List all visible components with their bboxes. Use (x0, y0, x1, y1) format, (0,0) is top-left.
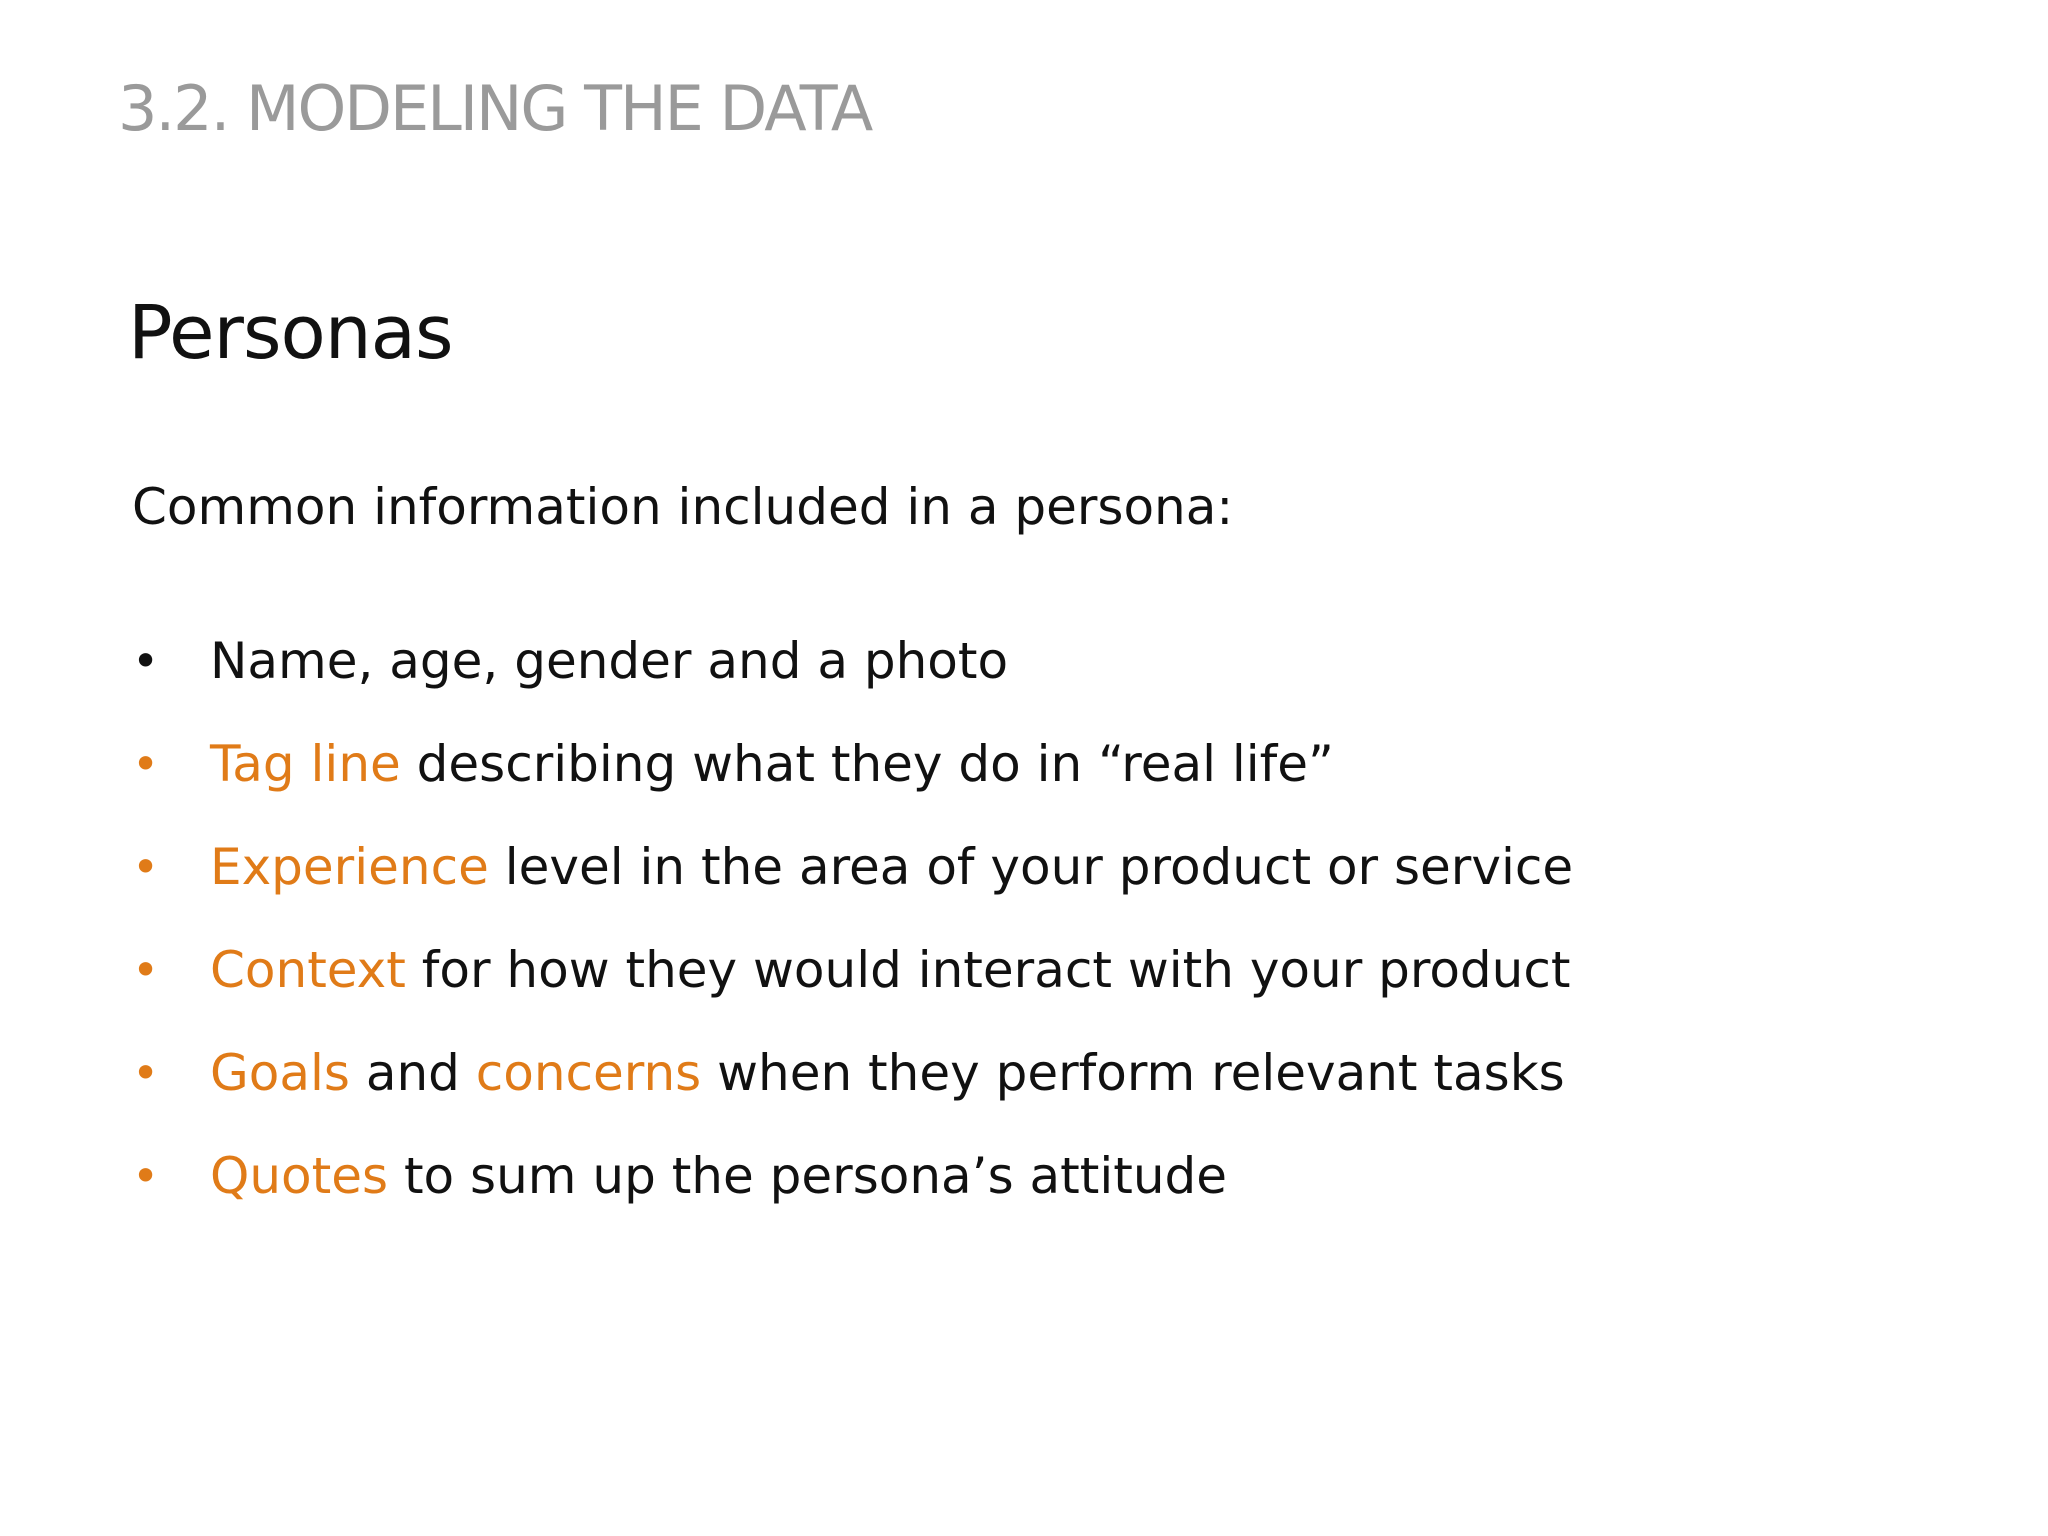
bullet-highlight: Quotes (210, 1147, 389, 1205)
bullet-highlight: Experience (210, 838, 489, 896)
list-item (128, 632, 1573, 739)
bullet-text-body: when they perform relevant tasks (701, 1044, 1565, 1102)
bullet-text-connector: and (349, 1044, 476, 1102)
bullet-text (210, 632, 1009, 690)
list-item (128, 941, 1573, 1048)
bullet-text-body: to sum up the persona’s attitude (388, 1147, 1228, 1205)
bullet-highlight: Tag line (210, 735, 401, 793)
list-item (128, 1147, 1573, 1254)
bullet-highlight-secondary: concerns (475, 1044, 702, 1102)
bullet-text-body: for how they would interact with your product (405, 941, 1571, 999)
bullet-dot-icon: • (132, 634, 160, 688)
bullet-dot-icon: • (132, 737, 160, 791)
bullet-text-body: describing what they do in “real life” (400, 735, 1334, 793)
bullet-text (210, 1147, 1228, 1205)
bullet-highlight: Goals (210, 1044, 350, 1102)
bullet-list (128, 632, 1574, 1254)
bullet-dot-icon: • (132, 1046, 160, 1100)
slide-heading: Personas (128, 290, 453, 376)
list-item (128, 735, 1573, 842)
list-item (128, 838, 1574, 945)
list-item (128, 1044, 1573, 1151)
bullet-text (210, 941, 1571, 999)
intro-text: Common information included in a persona: (132, 478, 1234, 536)
bullet-dot-icon: • (132, 840, 160, 894)
bullet-text-body: level in the area of your product or service (488, 838, 1574, 896)
bullet-dot-icon: • (132, 943, 160, 997)
bullet-text (210, 1044, 1565, 1102)
bullet-text (210, 838, 1574, 896)
bullet-text (210, 735, 1334, 793)
section-title: 3.2. MODELING THE DATA (118, 72, 872, 145)
bullet-text-body: Name, age, gender and a photo (210, 632, 1009, 690)
bullet-highlight: Context (210, 941, 406, 999)
bullet-dot-icon: • (132, 1149, 160, 1203)
